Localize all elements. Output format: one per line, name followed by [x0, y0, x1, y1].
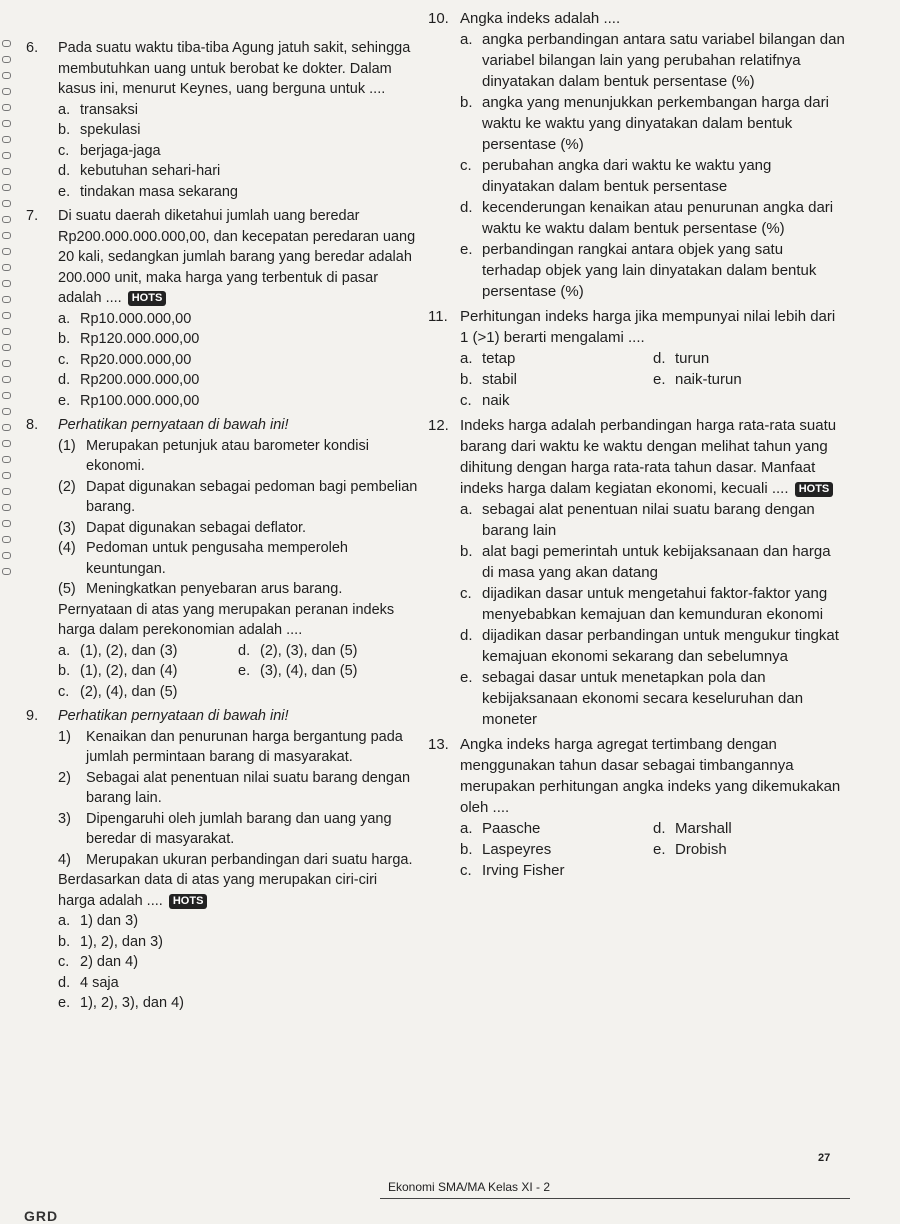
option-b[interactable]: b. Laspeyres: [460, 841, 552, 858]
option-b[interactable]: b. (1), (2), dan (4): [58, 663, 178, 679]
question-number: 13.: [428, 736, 449, 753]
binding-ring: [2, 40, 11, 47]
option-d[interactable]: d. kecenderungan kenaikan atau penurunan angka dari waktu ke waktu dalam bentuk persentase (%): [460, 199, 834, 237]
question-prompt: Berdasarkan data di atas yang merupakan ciri-ciri harga adalah .... HOTS: [58, 872, 378, 909]
grade-mark: GRD: [24, 1208, 59, 1224]
option-c[interactable]: c. dijadikan dasar untuk mengetahui faktor-faktor yang menyebabkan kemajuan dan kemunduran ekonomi: [460, 585, 828, 623]
footer-rule: [380, 1198, 850, 1199]
binding-ring: [2, 312, 11, 319]
statement: 2) Sebagai alat penentuan nilai suatu barang dengan barang lain.: [58, 769, 411, 806]
option-c[interactable]: c. berjaga-jaga: [58, 142, 161, 159]
left-column: [26, 38, 418, 1018]
option-c[interactable]: c. perubahan angka dari waktu ke waktu yang dinyatakan dalam bentuk persentase: [460, 157, 772, 195]
binding-ring: [2, 504, 11, 511]
option-e[interactable]: e. Drobish: [653, 841, 727, 858]
binding-ring: [2, 296, 11, 303]
binding-ring: [2, 408, 11, 415]
question-9: [26, 706, 418, 1014]
question-13: [428, 734, 846, 881]
question-10: [428, 8, 846, 302]
binding-ring: [2, 200, 11, 207]
binding-ring: [2, 72, 11, 79]
binding-ring: [2, 424, 11, 431]
hots-badge: HOTS: [795, 482, 834, 497]
binding-ring: [2, 104, 11, 111]
binding-ring: [2, 264, 11, 271]
option-e[interactable]: e. 1), 2), 3), dan 4): [58, 995, 184, 1011]
option-e[interactable]: e. perbandingan rangkai antara objek yang satu terhadap objek yang lain dinyatakan dalam bentuk persentase (%): [460, 241, 817, 300]
binding-ring: [2, 56, 11, 63]
option-e[interactable]: e. sebagai dasar untuk menetapkan pola dan kebijaksanaan ekonomi secara keseluruhan dan moneter: [460, 669, 804, 728]
footer-text: Ekonomi SMA/MA Kelas XI - 2: [388, 1180, 551, 1194]
question-number: 9.: [26, 708, 39, 724]
option-b[interactable]: b. Rp120.000.000,00: [58, 331, 200, 347]
option-a[interactable]: a. sebagai alat penentuan nilai suatu barang dengan barang lain: [460, 501, 815, 539]
binding-ring: [2, 376, 11, 383]
binding-ring: [2, 232, 11, 239]
option-a[interactable]: a. Paasche: [460, 820, 541, 837]
binding-ring: [2, 120, 11, 127]
question-stem: Indeks harga adalah perbandingan harga rata-rata suatu barang dari waktu ke waktu dengan melihat tahun yang dihitung dengan harga rata-rata tahun dasar. Manfaat indeks harga dalam kegiatan ekonomi, kecuali .... HOTS: [460, 417, 837, 497]
statement: (2) Dapat digunakan sebagai pedoman bagi pembelian barang.: [58, 478, 418, 515]
binding-ring: [2, 392, 11, 399]
option-a[interactable]: a. tetap: [460, 350, 516, 367]
statement: 1) Kenaikan dan penurunan harga bergantung pada jumlah permintaan barang di masyarakat.: [58, 728, 403, 765]
option-c[interactable]: c. (2), (4), dan (5): [58, 683, 178, 700]
option-d[interactable]: d. dijadikan dasar perbandingan untuk mengukur tingkat kemajuan ekonomi sekarang dan sebelumnya: [460, 627, 839, 665]
binding-ring: [2, 568, 11, 575]
option-b[interactable]: b. 1), 2), dan 3): [58, 933, 164, 950]
binding-ring: [2, 328, 11, 335]
binding-ring: [2, 168, 11, 175]
binding-ring: [2, 472, 11, 479]
option-d[interactable]: d. 4 saja: [58, 974, 119, 991]
binding-ring: [2, 280, 11, 287]
statement: 3) Dipengaruhi oleh jumlah barang dan uang yang beredar di masyarakat.: [58, 810, 392, 847]
binding-ring: [2, 136, 11, 143]
option-c[interactable]: c. 2) dan 4): [58, 954, 139, 970]
option-a[interactable]: a. angka perbandingan antara satu variabel bilangan dan variabel bilangan lain yang perubahan relatifnya dinyatakan dalam bentuk persentase (%): [460, 31, 845, 90]
statement: (1) Merupakan petunjuk atau barometer kondisi ekonomi.: [58, 437, 369, 474]
right-column: [428, 8, 846, 885]
option-d[interactable]: d. Marshall: [653, 820, 732, 837]
option-d[interactable]: d. Rp200.000.000,00: [58, 372, 200, 388]
statement: (5) Meningkatkan penyebaran arus barang.: [58, 581, 343, 597]
option-a[interactable]: a. 1) dan 3): [58, 913, 139, 929]
binding-ring: [2, 488, 11, 495]
question-stem: Perhatikan pernyataan di bawah ini!: [58, 417, 289, 433]
option-a[interactable]: a. Rp10.000.000,00: [58, 310, 192, 327]
binding-ring: [2, 440, 11, 447]
statement: 4) Merupakan ukuran perbandingan dari suatu harga.: [58, 851, 413, 868]
option-d[interactable]: d. kebutuhan sehari-hari: [58, 163, 221, 179]
option-e[interactable]: e. Rp100.000.000,00: [58, 392, 200, 409]
question-7: [26, 206, 418, 411]
binding-ring: [2, 520, 11, 527]
option-b[interactable]: b. stabil: [460, 371, 518, 388]
question-number: 8.: [26, 417, 39, 433]
question-8: [26, 415, 418, 702]
question-stem: Di suatu daerah diketahui jumlah uang beredar Rp200.000.000.000,00, dan kecepatan peredaran uang 20 kali, sedangkan jumlah barang yang beredar adalah 200.000 unit, maka harga yang terbentuk di pasar adalah .... HOTS: [58, 208, 416, 306]
option-b[interactable]: b. spekulasi: [58, 122, 141, 138]
option-d[interactable]: d. (2), (3), dan (5): [238, 642, 358, 659]
option-b[interactable]: b. angka yang menunjukkan perkembangan harga dari waktu ke waktu yang dinyatakan dalam bentuk persentase (%): [460, 94, 829, 153]
question-stem: Angka indeks harga agregat tertimbang dengan menggunakan tahun dasar sebagai timbangannya merupakan perhitungan angka indeks yang dikemukakan oleh ....: [460, 736, 841, 816]
question-number: 11.: [428, 308, 448, 325]
statement: (4) Pedoman untuk pengusaha memperoleh keuntungan.: [58, 540, 348, 577]
question-stem: Pada suatu waktu tiba-tiba Agung jatuh sakit, sehingga membutuhkan uang untuk berobat ke dokter. Dalam kasus ini, menurut Keynes, uang berguna untuk ....: [58, 40, 411, 97]
binding-ring: [2, 152, 11, 159]
question-stem: Perhatikan pernyataan di bawah ini!: [58, 708, 289, 724]
question-number: 7.: [26, 208, 39, 224]
binding-ring: [2, 536, 11, 543]
binding-ring: [2, 184, 11, 191]
question-number: 6.: [26, 40, 39, 56]
question-6: [26, 38, 418, 202]
binding-ring: [2, 360, 11, 367]
question-stem: Perhitungan indeks harga jika mempunyai nilai lebih dari 1 (>1) berarti mengalami ....: [460, 308, 836, 346]
page-number: 27: [818, 1152, 831, 1164]
option-c[interactable]: c. Irving Fisher: [460, 862, 565, 879]
hots-badge: HOTS: [169, 894, 208, 909]
binding-ring: [2, 552, 11, 559]
question-11: [428, 306, 846, 411]
hots-badge: HOTS: [128, 291, 167, 306]
binding-ring: [2, 248, 11, 255]
question-12: [428, 415, 846, 730]
binding-ring: [2, 456, 11, 463]
option-e[interactable]: e. (3), (4), dan (5): [238, 663, 358, 679]
binding-ring: [2, 88, 11, 95]
question-number: 10.: [428, 10, 449, 27]
option-c[interactable]: c. naik: [460, 392, 510, 409]
option-d[interactable]: d. turun: [653, 350, 710, 367]
binding-ring: [2, 216, 11, 223]
question-stem: Angka indeks adalah ....: [460, 10, 621, 27]
option-e[interactable]: e. naik-turun: [653, 371, 742, 388]
option-c[interactable]: c. Rp20.000.000,00: [58, 351, 192, 368]
option-e[interactable]: e. tindakan masa sekarang: [58, 183, 238, 200]
option-a[interactable]: a. (1), (2), dan (3): [58, 642, 178, 659]
statement: (3) Dapat digunakan sebagai deflator.: [58, 519, 307, 536]
option-b[interactable]: b. alat bagi pemerintah untuk kebijaksanaan dan harga di masa yang akan datang: [460, 543, 831, 581]
option-a[interactable]: a. transaksi: [58, 101, 139, 118]
spiral-binding: [0, 40, 22, 1224]
question-number: 12.: [428, 417, 449, 434]
binding-ring: [2, 344, 11, 351]
question-prompt: Pernyataan di atas yang merupakan peranan indeks harga dalam perekonomian adalah ....: [58, 601, 395, 638]
